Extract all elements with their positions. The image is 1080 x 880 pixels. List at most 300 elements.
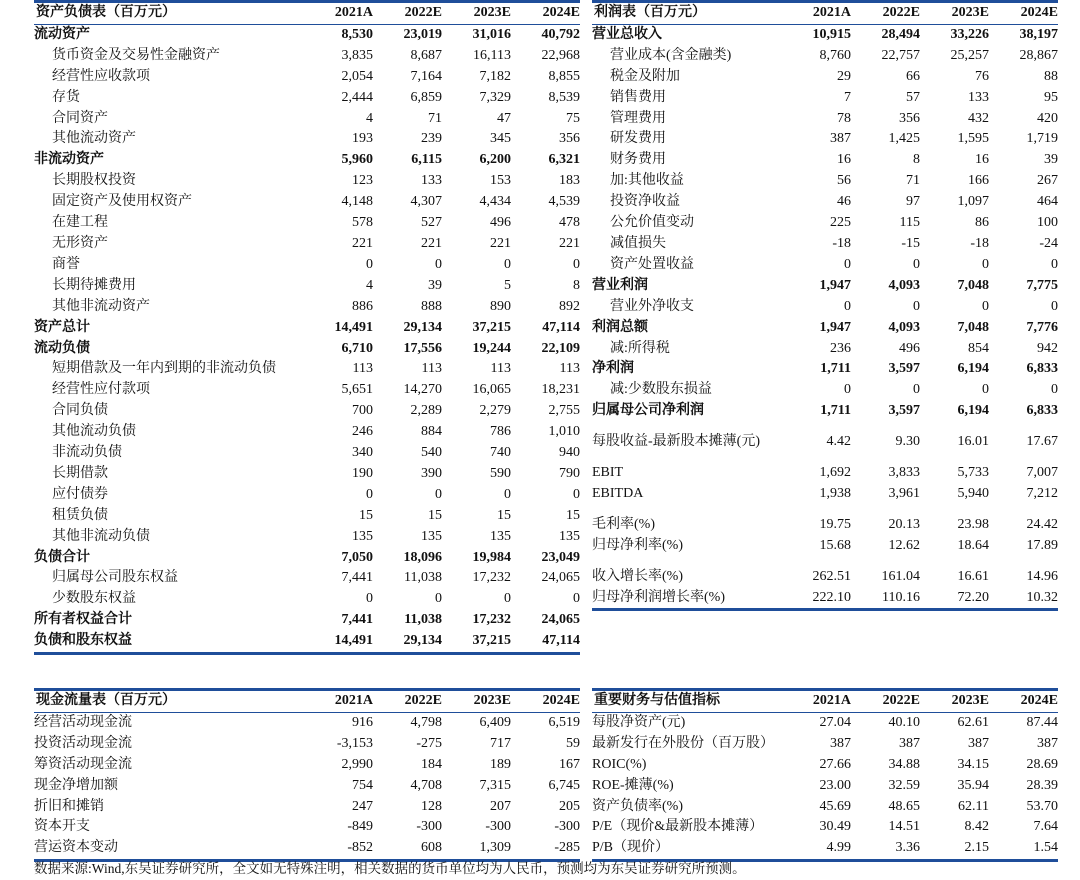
value-cell: 0 <box>504 256 511 272</box>
value-cell: -300 <box>485 819 511 835</box>
table-row <box>34 817 580 838</box>
row-label: P/E（现价&最新股本摊薄） <box>592 819 764 835</box>
value-cell: 190 <box>352 465 373 481</box>
table-row <box>34 297 580 318</box>
row-label: 其他非流动资产 <box>52 298 150 314</box>
table-row <box>34 610 580 631</box>
value-cell: 0 <box>504 486 511 502</box>
value-cell: 40.10 <box>888 714 920 730</box>
value-cell: -15 <box>901 235 920 251</box>
table-row <box>34 67 580 88</box>
value-cell: -849 <box>347 819 373 835</box>
year-header: 2023E <box>442 2 511 25</box>
table-row <box>592 297 1058 318</box>
row-label: 其他非流动负债 <box>52 528 150 544</box>
row-label: 存货 <box>52 89 80 105</box>
value-cell: 884 <box>421 424 442 440</box>
value-cell: 183 <box>559 173 580 189</box>
value-cell: 239 <box>421 131 442 147</box>
value-cell: 193 <box>352 131 373 147</box>
value-cell: 7,048 <box>957 319 989 335</box>
value-cell: 37,215 <box>442 631 511 653</box>
value-cell: 888 <box>421 298 442 314</box>
value-cell: 2,444 <box>341 89 373 105</box>
table-row <box>34 734 580 755</box>
value-cell: 34.88 <box>888 756 920 772</box>
table-row <box>34 776 580 797</box>
row-label: 流动负债 <box>34 340 90 356</box>
value-cell: 4,798 <box>410 714 442 730</box>
row-label: 最新发行在外股份（百万股） <box>592 735 774 751</box>
value-cell: 24,065 <box>541 570 580 586</box>
value-cell: 4,093 <box>888 319 920 335</box>
value-cell: 18,231 <box>541 382 580 398</box>
spacer-cell <box>592 505 1058 515</box>
value-cell: 608 <box>373 838 442 860</box>
value-cell: 30.49 <box>819 819 851 835</box>
value-cell: 0 <box>844 256 851 272</box>
row-label: 营业成本(含金融类) <box>610 47 732 63</box>
table-row <box>592 588 1058 610</box>
value-cell: 221 <box>421 235 442 251</box>
spacer-cell <box>592 422 1058 432</box>
row-label: 毛利率(%) <box>592 516 655 532</box>
value-cell: 464 <box>1037 194 1058 210</box>
value-cell: 15 <box>497 507 511 523</box>
value-cell: 390 <box>421 465 442 481</box>
value-cell: 387 <box>830 131 851 147</box>
value-cell: 11,038 <box>404 570 442 586</box>
value-cell: 12.62 <box>888 537 920 553</box>
table-row <box>592 276 1058 297</box>
value-cell: 790 <box>559 465 580 481</box>
value-cell: 8,855 <box>548 68 580 84</box>
value-cell: 854 <box>968 340 989 356</box>
year-header: 2022E <box>851 2 920 25</box>
value-cell: 16 <box>837 152 851 168</box>
row-label: 利润总额 <box>592 319 648 335</box>
row-label: 每股收益-最新股本摊薄(元) <box>592 434 760 450</box>
row-label: 长期股权投资 <box>52 173 136 189</box>
row-label: 资产处置收益 <box>610 256 694 272</box>
value-cell: 0 <box>1051 298 1058 314</box>
value-cell: 540 <box>421 445 442 461</box>
row-label: 收入增长率(%) <box>592 568 683 584</box>
value-cell: 4,434 <box>479 194 511 210</box>
value-cell: 7,048 <box>957 277 989 293</box>
table-row <box>34 129 580 150</box>
value-cell: 7,775 <box>1026 277 1058 293</box>
row-label: 研发费用 <box>610 131 666 147</box>
value-cell: 225 <box>830 215 851 231</box>
value-cell: 39 <box>1044 152 1058 168</box>
spacer-row <box>592 557 1058 567</box>
table-row <box>592 192 1058 213</box>
value-cell: 2,054 <box>341 68 373 84</box>
value-cell: 17.89 <box>1026 537 1058 553</box>
table-row <box>592 255 1058 276</box>
value-cell: 7,007 <box>1026 465 1058 481</box>
value-cell: 940 <box>559 445 580 461</box>
table-row <box>34 88 580 109</box>
row-label: 其他流动负债 <box>52 424 136 440</box>
row-label: 商誉 <box>52 256 80 272</box>
value-cell: 222.10 <box>782 588 851 610</box>
value-cell: 221 <box>559 235 580 251</box>
value-cell: 17,556 <box>403 340 442 356</box>
table-row <box>592 359 1058 380</box>
value-cell: 2.15 <box>920 838 989 860</box>
row-label: 合同负债 <box>52 403 108 419</box>
value-cell: 14,491 <box>334 319 373 335</box>
value-cell: 1,097 <box>957 194 989 210</box>
table-header-row <box>34 690 580 713</box>
value-cell: 267 <box>1037 173 1058 189</box>
value-cell: 113 <box>421 361 442 377</box>
row-label: 管理费用 <box>610 110 666 126</box>
value-cell: 7,050 <box>341 549 373 565</box>
value-cell: 48.65 <box>888 798 920 814</box>
value-cell: 189 <box>490 756 511 772</box>
row-label: 负债和股东权益 <box>34 631 304 653</box>
value-cell: 110.16 <box>851 588 920 610</box>
table-row <box>34 755 580 776</box>
table-row <box>592 129 1058 150</box>
value-cell: 0 <box>573 486 580 502</box>
value-cell: 0 <box>573 256 580 272</box>
value-cell: 0 <box>982 256 989 272</box>
table-row <box>592 339 1058 360</box>
table-row <box>592 171 1058 192</box>
table-row <box>592 88 1058 109</box>
value-cell: 35.94 <box>957 777 989 793</box>
value-cell: 0 <box>366 256 373 272</box>
value-cell: 6,745 <box>548 777 580 793</box>
row-label: 固定资产及使用权资产 <box>52 194 192 210</box>
value-cell: 0 <box>1051 256 1058 272</box>
row-label: 税金及附加 <box>610 68 680 84</box>
value-cell: 3.36 <box>851 838 920 860</box>
value-cell: 66 <box>906 68 920 84</box>
row-label: 非流动负债 <box>52 445 122 461</box>
value-cell: 7,776 <box>1026 319 1058 335</box>
value-cell: 16,065 <box>472 382 511 398</box>
value-cell: 6,859 <box>410 89 442 105</box>
row-label: 租赁负债 <box>52 507 108 523</box>
value-cell: 10,915 <box>812 26 851 42</box>
value-cell: 578 <box>352 215 373 231</box>
value-cell: 432 <box>968 110 989 126</box>
row-label: 减值损失 <box>610 235 666 251</box>
value-cell: 786 <box>490 424 511 440</box>
value-cell: 32.59 <box>888 777 920 793</box>
value-cell: 7,212 <box>1026 485 1058 501</box>
year-header: 2022E <box>373 2 442 25</box>
value-cell: 205 <box>559 798 580 814</box>
row-label: 归属母公司股东权益 <box>52 570 178 586</box>
value-cell: 62.61 <box>957 714 989 730</box>
value-cell: 16,113 <box>473 47 511 63</box>
value-cell: 0 <box>913 382 920 398</box>
table-title: 利润表（百万元） <box>592 2 782 25</box>
value-cell: 17.67 <box>1026 434 1058 450</box>
row-label: 营业总收入 <box>592 26 662 42</box>
row-label: 营运资本变动 <box>34 838 304 860</box>
value-cell: 28,494 <box>881 26 920 42</box>
table-row <box>34 568 580 589</box>
value-cell: 6,833 <box>1026 361 1058 377</box>
row-label: 少数股东权益 <box>52 591 136 607</box>
value-cell: 3,961 <box>888 485 920 501</box>
value-cell: 34.15 <box>957 756 989 772</box>
value-cell: 7,441 <box>341 570 373 586</box>
value-cell: 6,321 <box>548 152 580 168</box>
value-cell: 78 <box>837 110 851 126</box>
value-cell: 387 <box>1037 735 1058 751</box>
table-row <box>592 67 1058 88</box>
value-cell: 1,711 <box>820 403 851 419</box>
table-row <box>592 380 1058 401</box>
row-label: 减:所得税 <box>610 340 670 356</box>
value-cell: 916 <box>352 714 373 730</box>
year-header: 2021A <box>782 690 851 713</box>
value-cell: 6,194 <box>957 361 989 377</box>
table-row <box>34 422 580 443</box>
value-cell: 8,687 <box>410 47 442 63</box>
value-cell: 3,597 <box>888 361 920 377</box>
value-cell: 29 <box>837 68 851 84</box>
value-cell: 0 <box>1051 382 1058 398</box>
spacer-row <box>592 505 1058 515</box>
value-cell: 38,197 <box>1019 26 1058 42</box>
cash-flow-table <box>34 688 580 862</box>
year-header: 2021A <box>304 690 373 713</box>
table-row <box>34 213 580 234</box>
value-cell: -18 <box>832 235 851 251</box>
value-cell: 28.69 <box>1026 756 1058 772</box>
row-label: 经营性应付款项 <box>52 382 150 398</box>
value-cell: 717 <box>490 735 511 751</box>
table-row <box>34 318 580 339</box>
value-cell: 47,114 <box>542 319 580 335</box>
row-label: 营业利润 <box>592 277 648 293</box>
value-cell: 6,710 <box>341 340 373 356</box>
value-cell: 133 <box>421 173 442 189</box>
table-row <box>592 817 1058 838</box>
row-label: ROE-摊薄(%) <box>592 777 674 793</box>
row-label: 每股净资产(元) <box>592 714 686 730</box>
value-cell: 14.51 <box>888 819 920 835</box>
value-cell: 95 <box>1044 89 1058 105</box>
value-cell: 0 <box>844 382 851 398</box>
value-cell: 153 <box>490 173 511 189</box>
table-row <box>592 318 1058 339</box>
row-label: 短期借款及一年内到期的非流动负债 <box>52 361 276 377</box>
value-cell: 0 <box>366 486 373 502</box>
row-label: 资产负债率(%) <box>592 798 683 814</box>
value-cell: 1,947 <box>819 277 851 293</box>
table-row <box>34 589 580 610</box>
table-row <box>34 527 580 548</box>
value-cell: 1,425 <box>888 131 920 147</box>
value-cell: 87.44 <box>1026 714 1058 730</box>
value-cell: 527 <box>421 215 442 231</box>
value-cell: 62.11 <box>958 798 989 814</box>
year-header: 2023E <box>442 690 511 713</box>
table-row <box>592 150 1058 171</box>
table-row <box>34 171 580 192</box>
value-cell: 8,530 <box>341 26 373 42</box>
value-cell: 97 <box>906 194 920 210</box>
row-label: 筹资活动现金流 <box>34 756 132 772</box>
value-cell: 356 <box>899 110 920 126</box>
row-label: 营业外净收支 <box>610 298 694 314</box>
year-header: 2023E <box>920 690 989 713</box>
value-cell: 5,960 <box>341 152 373 168</box>
row-label: 无形资产 <box>52 235 108 251</box>
value-cell: -24 <box>1039 235 1058 251</box>
value-cell: 128 <box>421 798 442 814</box>
table-title: 现金流量表（百万元） <box>34 690 304 713</box>
row-label: 现金净增加额 <box>34 777 118 793</box>
value-cell: 28.39 <box>1026 777 1058 793</box>
row-label: 投资净收益 <box>610 194 680 210</box>
value-cell: 0 <box>844 298 851 314</box>
value-cell: 1,947 <box>819 319 851 335</box>
value-cell: 7,164 <box>410 68 442 84</box>
value-cell: 5,651 <box>341 382 373 398</box>
value-cell: 740 <box>490 445 511 461</box>
value-cell: 10.32 <box>989 588 1058 610</box>
value-cell: 45.69 <box>819 798 851 814</box>
row-label: 归母净利润增长率(%) <box>592 588 782 610</box>
value-cell: -3,153 <box>336 735 373 751</box>
value-cell: 4,093 <box>888 277 920 293</box>
table-row <box>592 24 1058 45</box>
value-cell: 100 <box>1037 215 1058 231</box>
value-cell: 4,539 <box>548 194 580 210</box>
table-row <box>592 712 1058 733</box>
year-header: 2024E <box>989 690 1058 713</box>
value-cell: 16.61 <box>957 568 989 584</box>
value-cell: 6,115 <box>411 152 442 168</box>
key-metrics-table <box>592 688 1058 862</box>
table-title: 重要财务与估值指标 <box>592 690 782 713</box>
value-cell: 0 <box>435 591 442 607</box>
value-cell: 8 <box>913 152 920 168</box>
value-cell: 7.64 <box>1033 819 1058 835</box>
value-cell: -18 <box>970 235 989 251</box>
value-cell: 46 <box>837 194 851 210</box>
table-row <box>34 234 580 255</box>
value-cell: 890 <box>490 298 511 314</box>
value-cell: 161.04 <box>881 568 920 584</box>
value-cell: 23.00 <box>819 777 851 793</box>
table-row <box>34 255 580 276</box>
value-cell: 262.51 <box>812 568 851 584</box>
value-cell: 23,049 <box>541 549 580 565</box>
table-title: 资产负债表（百万元） <box>34 2 304 25</box>
value-cell: 886 <box>352 298 373 314</box>
value-cell: 22,968 <box>541 47 580 63</box>
table-row <box>34 339 580 360</box>
value-cell: 115 <box>899 215 920 231</box>
row-label: 资本开支 <box>34 819 90 835</box>
table-row <box>34 797 580 818</box>
table-header-row <box>592 2 1058 25</box>
value-cell: 20.13 <box>888 516 920 532</box>
value-cell: 27.04 <box>819 714 851 730</box>
value-cell: 22,109 <box>541 340 580 356</box>
table-row <box>592 484 1058 505</box>
value-cell: 2,289 <box>410 403 442 419</box>
table-row <box>592 234 1058 255</box>
row-label: 加:其他收益 <box>610 173 684 189</box>
value-cell: 59 <box>566 735 580 751</box>
table-row <box>34 712 580 733</box>
row-label: 折旧和摊销 <box>34 798 104 814</box>
table-row <box>34 150 580 171</box>
value-cell: 0 <box>913 256 920 272</box>
row-label: 负债合计 <box>34 549 90 565</box>
value-cell: 1,711 <box>820 361 851 377</box>
value-cell: 135 <box>421 528 442 544</box>
row-label: 投资活动现金流 <box>34 735 132 751</box>
table-row <box>34 485 580 506</box>
value-cell: 0 <box>573 591 580 607</box>
table-row <box>34 109 580 130</box>
value-cell: 7,182 <box>479 68 511 84</box>
row-label: 资产总计 <box>34 319 90 335</box>
row-label: 经营性应收款项 <box>52 68 150 84</box>
value-cell: 6,519 <box>548 714 580 730</box>
spacer-row <box>592 422 1058 432</box>
value-cell: 420 <box>1037 110 1058 126</box>
value-cell: 53.70 <box>1026 798 1058 814</box>
value-cell: 1,719 <box>1026 131 1058 147</box>
value-cell: 3,597 <box>888 403 920 419</box>
value-cell: 18,096 <box>403 549 442 565</box>
value-cell: 7 <box>844 89 851 105</box>
value-cell: 88 <box>1044 68 1058 84</box>
value-cell: 1,309 <box>442 838 511 860</box>
value-cell: 133 <box>968 89 989 105</box>
table-row <box>34 464 580 485</box>
value-cell: 4,148 <box>341 194 373 210</box>
value-cell: 2,990 <box>341 756 373 772</box>
table-row <box>34 548 580 569</box>
table-header-row <box>592 690 1058 713</box>
value-cell: 387 <box>830 735 851 751</box>
value-cell: 754 <box>352 777 373 793</box>
value-cell: 8 <box>573 277 580 293</box>
value-cell: 0 <box>982 382 989 398</box>
value-cell: 0 <box>435 486 442 502</box>
value-cell: 19,244 <box>472 340 511 356</box>
value-cell: 6,833 <box>1026 403 1058 419</box>
value-cell: -852 <box>304 838 373 860</box>
value-cell: 6,200 <box>479 152 511 168</box>
spacer-row <box>592 453 1058 463</box>
value-cell: 236 <box>830 340 851 356</box>
value-cell: 247 <box>352 798 373 814</box>
value-cell: 16.01 <box>957 434 989 450</box>
value-cell: 39 <box>428 277 442 293</box>
value-cell: 6,409 <box>479 714 511 730</box>
value-cell: 8,760 <box>819 47 851 63</box>
value-cell: 19,984 <box>472 549 511 565</box>
table-row <box>592 213 1058 234</box>
